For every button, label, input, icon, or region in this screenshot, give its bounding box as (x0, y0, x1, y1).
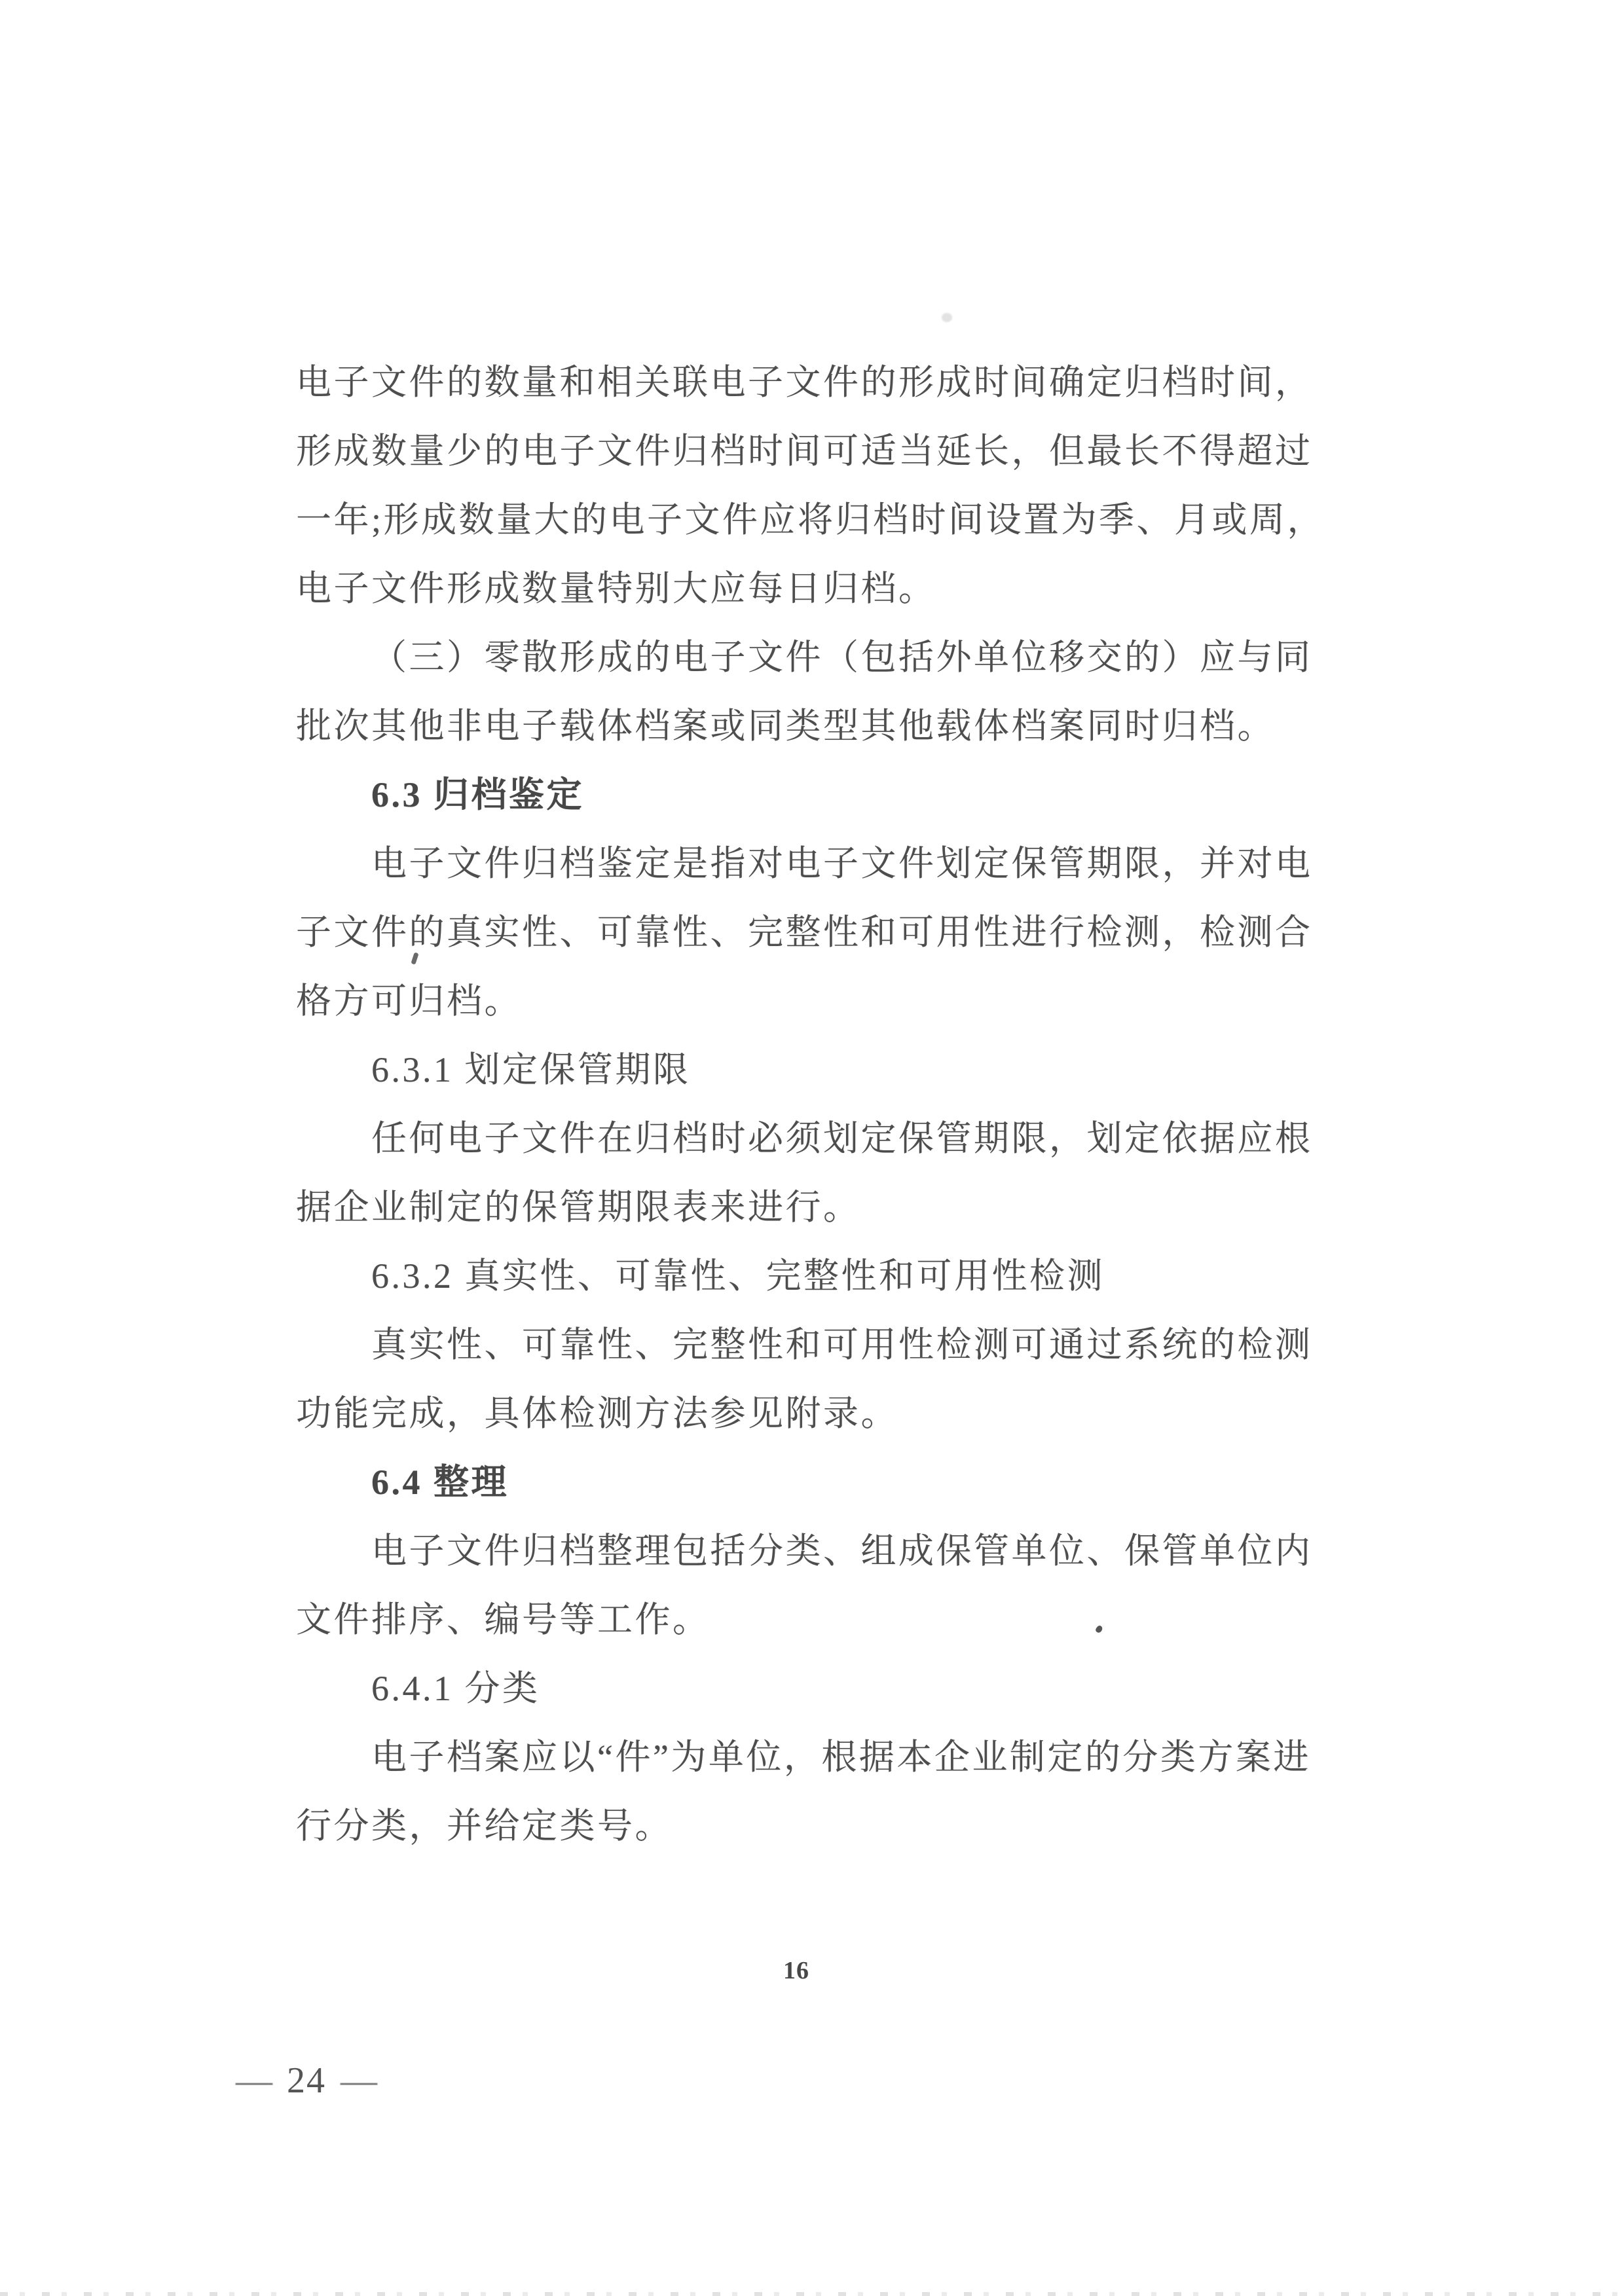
paragraph-line: 真实性、可靠性、完整性和可用性检测可通过系统的检测 (371, 1325, 1313, 1364)
paragraph-line: 格方可归档。 (296, 981, 522, 1021)
paragraph-line: 电子文件归档整理包括分类、组成保管单位、保管单位内 (371, 1531, 1313, 1571)
paragraph-line: 据企业制定的保管期限表来进行。 (296, 1188, 861, 1227)
footer-page-value: 24 (287, 2060, 326, 2101)
paragraph-line: 子文件的真实性、可靠性、完整性和可用性进行检测，检测合 (296, 913, 1313, 952)
heading-6-3: 6.3 归档鉴定 (371, 775, 584, 814)
paragraph-line: 电子文件归档鉴定是指对电子文件划定保管期限，并对电 (371, 844, 1313, 883)
paragraph-line: 一年;形成数量大的电子文件应将归档时间设置为季、月或周， (296, 500, 1325, 539)
heading-6-3-2: 6.3.2 真实性、可靠性、完整性和可用性检测 (371, 1256, 1105, 1296)
paragraph-line: 文件排序、编号等工作。 (296, 1600, 710, 1639)
heading-6-3-1: 6.3.1 划定保管期限 (371, 1050, 691, 1089)
paragraph-line: 功能完成，具体检测方法参见附录。 (296, 1394, 898, 1433)
inner-page-number: 16 (783, 1957, 809, 1984)
heading-6-4: 6.4 整理 (371, 1463, 509, 1502)
paragraph-line: （三）零散形成的电子文件（包括外单位移交的）应与同 (371, 638, 1313, 677)
paragraph-line: 批次其他非电子载体档案或同类型其他载体档案同时归档。 (296, 706, 1275, 746)
paragraph-line: 电子档案应以“件”为单位，根据本企业制定的分类方案进 (371, 1738, 1311, 1777)
document-body (296, 348, 1357, 1861)
footer-dash-left: — (236, 2060, 272, 2101)
heading-6-4-1: 6.4.1 分类 (371, 1669, 540, 1708)
paragraph-line: 电子文件形成数量特别大应每日归档。 (296, 569, 936, 608)
paragraph-line: 形成数量少的电子文件归档时间可适当延长，但最长不得超过 (296, 431, 1313, 471)
paragraph-line: 任何电子文件在归档时必须划定保管期限，划定依据应根 (371, 1119, 1313, 1158)
paragraph-line: 行分类，并给定类号。 (296, 1806, 673, 1846)
scan-artifact-smudge (942, 313, 952, 322)
footer-dash-right: — (341, 2060, 377, 2101)
paragraph-line: 电子文件的数量和相关联电子文件的形成时间确定归档时间， (296, 363, 1313, 402)
footer-page-number (236, 2060, 377, 2102)
scan-noise-band (0, 2292, 1624, 2296)
